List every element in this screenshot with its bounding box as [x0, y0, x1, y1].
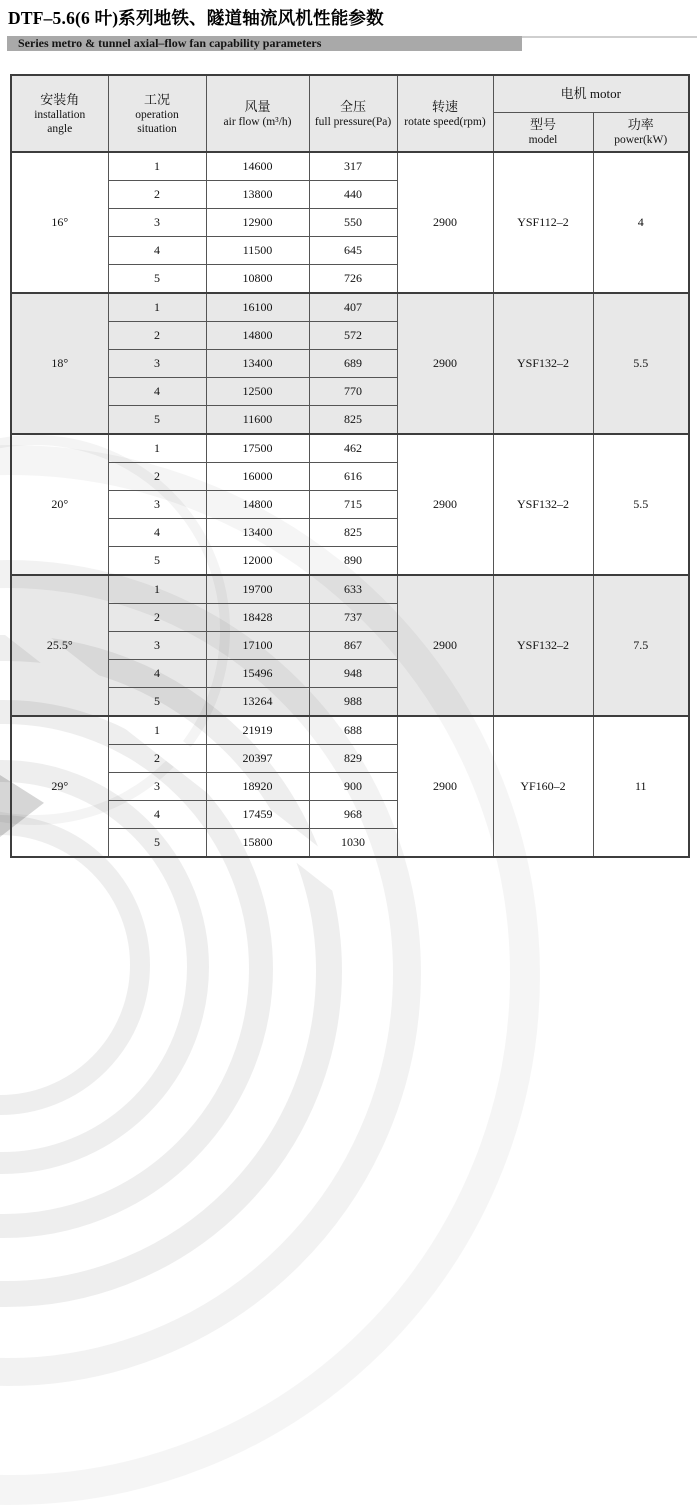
flow-cell: 15496: [206, 660, 309, 688]
flow-cell: 13400: [206, 519, 309, 547]
pressure-cell: 715: [309, 491, 397, 519]
pressure-cell: 462: [309, 434, 397, 463]
pressure-cell: 440: [309, 181, 397, 209]
model-cell: YSF132–2: [493, 293, 593, 434]
angle-cell: 25.5°: [11, 575, 108, 716]
flow-cell: 11500: [206, 237, 309, 265]
header-pressure-en: full pressure(Pa): [314, 115, 392, 128]
header-situation-en2: situation: [137, 122, 177, 135]
flow-cell: 11600: [206, 406, 309, 435]
speed-cell: 2900: [397, 434, 493, 575]
situation-cell: 2: [108, 463, 206, 491]
situation-cell: 3: [108, 773, 206, 801]
header-model-cn: 型号: [529, 116, 556, 132]
header-power-en: power(kW): [614, 133, 668, 146]
flow-cell: 10800: [206, 265, 309, 294]
flow-cell: 21919: [206, 716, 309, 745]
subtitle-bar: [7, 36, 522, 51]
pressure-cell: 645: [309, 237, 397, 265]
speed-cell: 2900: [397, 716, 493, 857]
subtitle-text: Series metro & tunnel axial–flow fan capability parameters: [18, 36, 322, 50]
header-pressure-cn: 全压: [339, 98, 366, 114]
header-installation-angle: [11, 75, 108, 152]
header-angle-en2: angle: [47, 122, 73, 135]
situation-cell: 1: [108, 434, 206, 463]
header-flow-cn: 风量: [244, 98, 271, 114]
pressure-cell: 988: [309, 688, 397, 717]
situation-cell: 2: [108, 322, 206, 350]
situation-cell: 4: [108, 519, 206, 547]
situation-cell: 1: [108, 575, 206, 604]
flow-cell: 12000: [206, 547, 309, 576]
power-cell: 4: [593, 152, 689, 293]
situation-cell: 3: [108, 209, 206, 237]
angle-cell: 16°: [11, 152, 108, 293]
pressure-cell: 407: [309, 293, 397, 322]
header-air-flow: [206, 75, 309, 152]
situation-cell: 5: [108, 265, 206, 294]
power-cell: 7.5: [593, 575, 689, 716]
flow-cell: 20397: [206, 745, 309, 773]
flow-cell: 14800: [206, 491, 309, 519]
header-speed-en: rotate speed(rpm): [404, 115, 486, 128]
header-angle-en1: installation: [34, 108, 86, 121]
flow-cell: 18920: [206, 773, 309, 801]
pressure-cell: 616: [309, 463, 397, 491]
page-title: DTF–5.6(6 叶)系列地铁、隧道轴流风机性能参数: [8, 8, 384, 28]
flow-cell: 12500: [206, 378, 309, 406]
header-motor: [493, 75, 689, 112]
angle-cell: 29°: [11, 716, 108, 857]
header-situation-en1: operation: [135, 108, 179, 121]
pressure-cell: 825: [309, 519, 397, 547]
subtitle-rule: [522, 36, 697, 38]
flow-cell: 18428: [206, 604, 309, 632]
situation-cell: 4: [108, 237, 206, 265]
situation-cell: 4: [108, 660, 206, 688]
pressure-cell: 572: [309, 322, 397, 350]
flow-cell: 17459: [206, 801, 309, 829]
header-angle-cn: 安装角: [40, 91, 80, 107]
pressure-cell: 689: [309, 350, 397, 378]
model-cell: YSF132–2: [493, 434, 593, 575]
pressure-cell: 867: [309, 632, 397, 660]
pressure-cell: 829: [309, 745, 397, 773]
subtitle-row: [0, 36, 700, 51]
flow-cell: 16000: [206, 463, 309, 491]
situation-cell: 5: [108, 547, 206, 576]
situation-cell: 5: [108, 688, 206, 717]
pressure-cell: 770: [309, 378, 397, 406]
model-cell: YF160–2: [493, 716, 593, 857]
situation-cell: 4: [108, 378, 206, 406]
header-operation-situation: [108, 75, 206, 152]
header-motor-label: 电机 motor: [560, 85, 621, 101]
pressure-cell: 633: [309, 575, 397, 604]
situation-cell: 2: [108, 745, 206, 773]
situation-cell: 1: [108, 716, 206, 745]
flow-cell: 19700: [206, 575, 309, 604]
pressure-cell: 948: [309, 660, 397, 688]
pressure-cell: 890: [309, 547, 397, 576]
parameters-table: [10, 74, 690, 858]
pressure-cell: 726: [309, 265, 397, 294]
header-full-pressure: [309, 75, 397, 152]
situation-cell: 1: [108, 293, 206, 322]
header-situation-cn: 工况: [143, 91, 170, 107]
header-power: [593, 112, 689, 152]
pressure-cell: 968: [309, 801, 397, 829]
model-cell: YSF132–2: [493, 575, 593, 716]
power-cell: 5.5: [593, 434, 689, 575]
flow-cell: 14600: [206, 152, 309, 181]
pressure-cell: 825: [309, 406, 397, 435]
situation-cell: 2: [108, 604, 206, 632]
situation-cell: 4: [108, 801, 206, 829]
flow-cell: 17100: [206, 632, 309, 660]
header-speed-cn: 转速: [431, 98, 458, 114]
flow-cell: 13264: [206, 688, 309, 717]
situation-cell: 1: [108, 152, 206, 181]
angle-cell: 20°: [11, 434, 108, 575]
model-cell: YSF112–2: [493, 152, 593, 293]
situation-cell: 3: [108, 632, 206, 660]
speed-cell: 2900: [397, 575, 493, 716]
flow-cell: 13400: [206, 350, 309, 378]
power-cell: 11: [593, 716, 689, 857]
speed-cell: 2900: [397, 293, 493, 434]
speed-cell: 2900: [397, 152, 493, 293]
flow-cell: 17500: [206, 434, 309, 463]
header-power-cn: 功率: [627, 116, 654, 132]
flow-cell: 16100: [206, 293, 309, 322]
pressure-cell: 900: [309, 773, 397, 801]
pressure-cell: 688: [309, 716, 397, 745]
pressure-cell: 550: [309, 209, 397, 237]
header-rotate-speed: [397, 75, 493, 152]
header-model-en: model: [528, 133, 558, 146]
header-model: [493, 112, 593, 152]
flow-cell: 13800: [206, 181, 309, 209]
situation-cell: 5: [108, 829, 206, 858]
situation-cell: 3: [108, 491, 206, 519]
situation-cell: 3: [108, 350, 206, 378]
flow-cell: 12900: [206, 209, 309, 237]
flow-cell: 14800: [206, 322, 309, 350]
situation-cell: 5: [108, 406, 206, 435]
flow-cell: 15800: [206, 829, 309, 858]
angle-cell: 18°: [11, 293, 108, 434]
power-cell: 5.5: [593, 293, 689, 434]
pressure-cell: 317: [309, 152, 397, 181]
header-flow-en: air flow (m³/h): [223, 115, 292, 128]
situation-cell: 2: [108, 181, 206, 209]
pressure-cell: 737: [309, 604, 397, 632]
pressure-cell: 1030: [309, 829, 397, 858]
